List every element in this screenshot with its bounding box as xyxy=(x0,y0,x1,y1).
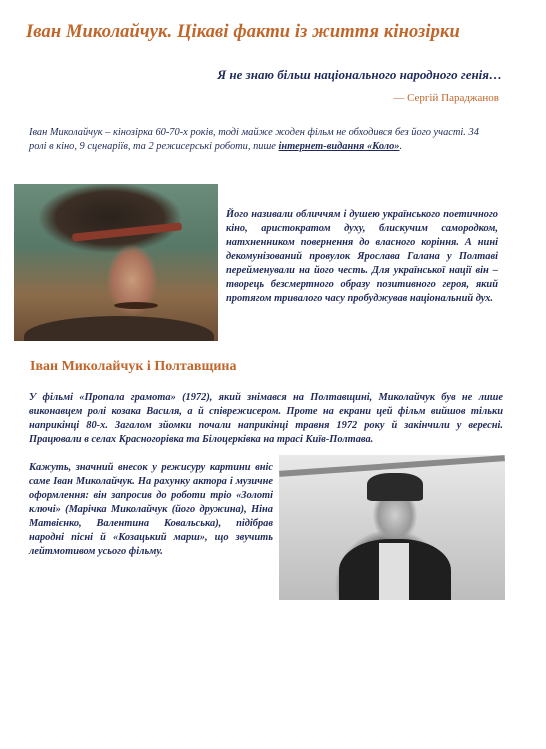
side-paragraph: Його називали обличчям і душею українського поетичного кіно, аристократом духу, блискучим самородком, натхненником повернення до власного коріння. А нині декомунізований провулок Ярослава Галана у Полтаві перейменували на його честь. Для української нації він – творець безсмертного образу позитивного героя, який протягом тривалого часу пробуджував національний дух. xyxy=(226,209,498,304)
section-heading: Іван Миколайчук і Полтавщина xyxy=(30,359,237,374)
shoulder-shape xyxy=(24,316,214,341)
intro-paragraph xyxy=(29,126,499,154)
intro-end: . xyxy=(399,141,403,152)
shirt-shape xyxy=(379,543,409,600)
epigraph-quote: Я не знаю більш національного народного генія… xyxy=(217,67,502,82)
cossack-photo xyxy=(279,455,505,600)
hat-band-shape xyxy=(72,222,182,241)
kolo-link[interactable]: інтернет-видання «Коло» xyxy=(278,141,400,152)
section-paragraph-2: Кажуть, значний внесок у режисуру картини вніс саме Іван Миколайчук. На рахунку актора і музичне оформлення: він запросив до роботи тріо «Золоті ключі» (Марічка Миколайчук (його дружина), Ніна Матвієнко, Валентина Ковальська), підібрав народні пісні й «Козацький марш», що звучить лейтмотивом усього фільму. xyxy=(29,462,273,557)
epigraph-author: — Сергій Параджанов xyxy=(393,92,499,104)
page-title: Іван Миколайчук. Цікаві факти із життя кінозірки xyxy=(26,22,460,42)
mustache-shape xyxy=(114,302,158,309)
intro-text: Іван Миколайчук – кінозірка 60-70-х років, тоді майже жоден фільм не обходився без його участі. 34 ролі в кіно, 9 сценаріїв, та 2 режисерські роботи, пише xyxy=(29,127,479,152)
section-paragraph-1: У фільмі «Пропала грамота» (1972), який знімався на Полтавщині, Миколайчук був не лише виконавцем ролі козака Василя, а й співрежисером. Проте на екрани цей фільм вийшов тільки наприкінці 80-х. Загалом зйомки почали наприкінці травня 1972 року й закінчили у вересні. Працювали в селах Красногорівка та Білоцерківка на трасі Київ-Полтава. xyxy=(29,392,503,445)
portrait-photo xyxy=(14,184,218,341)
hat-shape xyxy=(367,473,423,501)
